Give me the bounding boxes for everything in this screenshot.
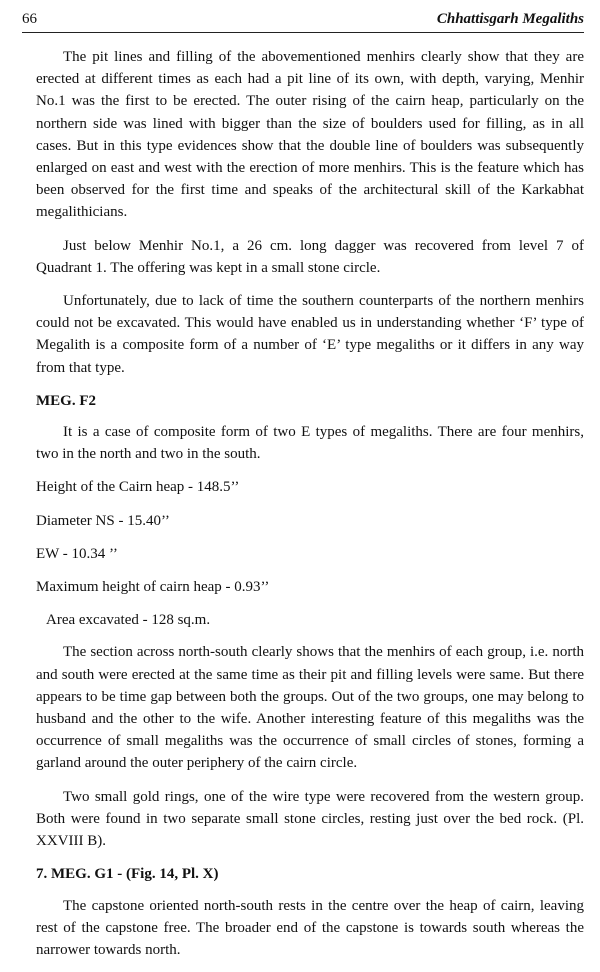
heading-meg-f2: MEG. F2 (36, 392, 96, 409)
paragraph-composite-form: It is a case of composite form of two E types of megaliths. There are four menhirs, two in the north and two in the south. (36, 424, 584, 463)
page-header (22, 6, 584, 33)
measurement-ew: EW - 10.34 ’’ (36, 545, 118, 562)
paragraph-section-north-south: The section across north-south clearly shows that the menhirs of each group, i.e. north and south were erected at the same time as their pit and filling levels were same. But there appears to be time gap between both the groups. Out of the two groups, one may belong to husband and the other to the wife. Another interesting feature of this megaliths was the occurrence of small megaliths was the occurrence of small circles of stones, forming a garland around the outer periphery of the cairn circle. (36, 644, 584, 772)
paragraph-capstone: The capstone oriented north-south rests in the centre over the heap of cairn, leaving rest of the capstone free. The broader end of the capstone is towards south whereas the narrower towards north. (36, 897, 584, 958)
paragraph-gold-rings: Two small gold rings, one of the wire type were recovered from the western group. Both were found in two separate small stone circles, resting just over the bed rock. (Pl. XXVIII B). (36, 788, 584, 850)
page-number: 66 (22, 11, 37, 27)
paragraph-dagger: Just below Menhir No.1, a 26 cm. long dagger was recovered from level 7 of Quadrant 1. The offering was kept in a small stone circle. (36, 237, 584, 276)
measurement-area-excavated: Area excavated - 128 sq.m. (46, 612, 211, 629)
measurement-cairn-height: Height of the Cairn heap - 148.5’’ (36, 479, 240, 496)
heading-meg-g1: 7. MEG. G1 - (Fig. 14, Pl. X) (36, 866, 219, 883)
paragraph-unfortunately: Unfortunately, due to lack of time the southern counterparts of the northern menhirs could not be excavated. This would have enabled us in understanding whether ‘F’ type of Megalith is a composite form of a number of ‘E’ type megaliths or it differs in any way from that type. (36, 293, 584, 376)
paragraph-pit-lines: The pit lines and filling of the abovementioned menhirs clearly show that they are erected at different times as each had a pit line of its own, with depth, varying, Menhir No.1 was the first to be erected. The outer rising of the cairn heap, particularly on the northern side was lined with bigger than the size of boulders used for filling, as in all cases. But in this type evidences show that the double line of boulders was subsequently enlarged on east and west with the erection of more menhirs. This is the feature which has been observed for the first time and speaks of the architectural skill of the Karkabhat megalithicians. (36, 49, 584, 221)
running-title: Chhattisgarh Megaliths (436, 11, 584, 27)
page-body (36, 46, 584, 972)
measurement-max-height: Maximum height of cairn heap - 0.93’’ (36, 579, 270, 596)
measurement-diameter-ns: Diameter NS - 15.40’’ (36, 512, 170, 529)
